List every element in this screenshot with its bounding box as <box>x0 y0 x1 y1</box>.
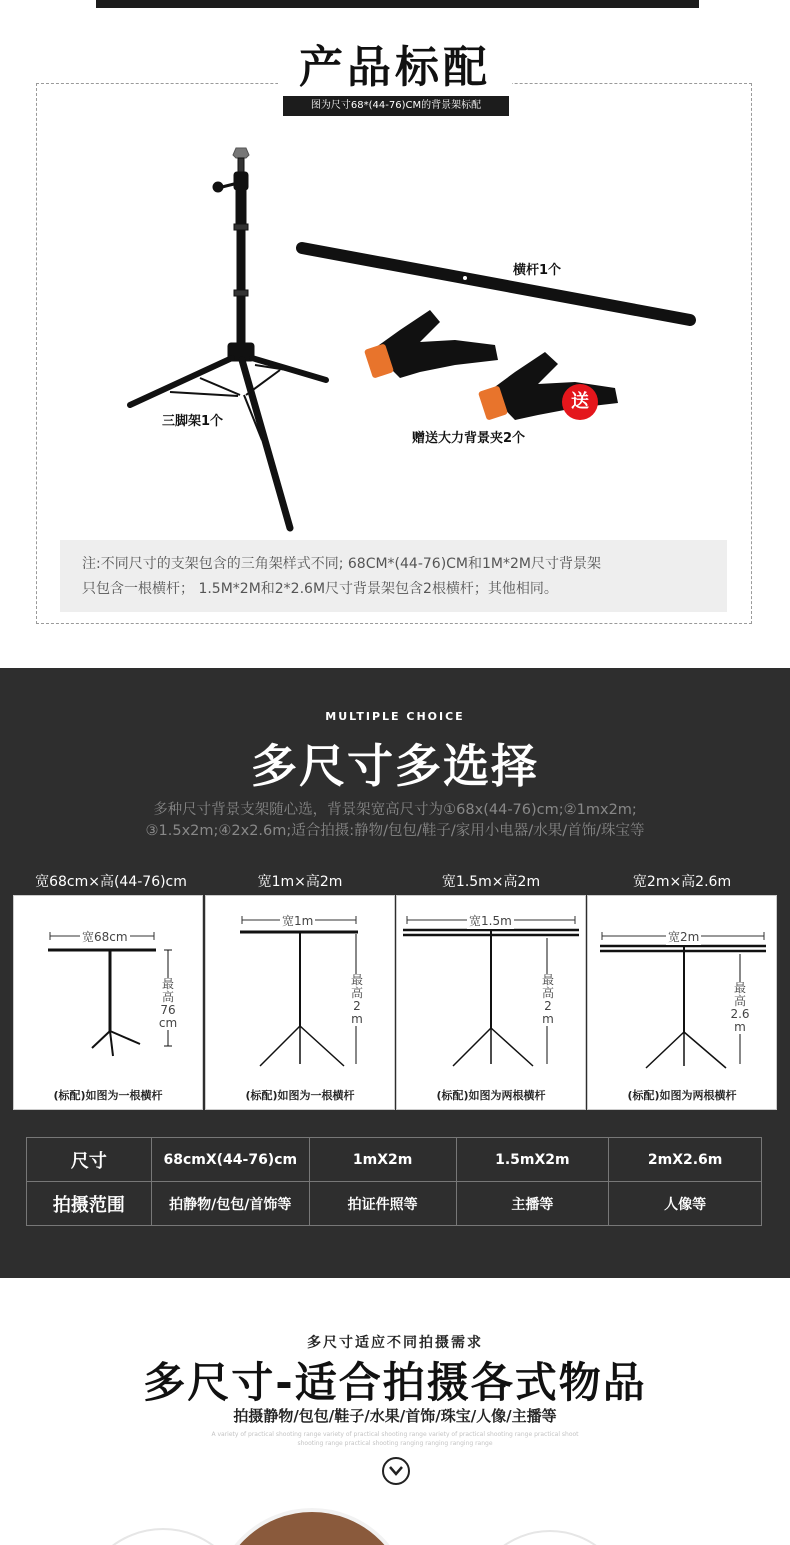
table-row <box>27 1138 762 1182</box>
height-label-2-c: 2 <box>353 999 361 1013</box>
table-cell: 拍证件照等 <box>309 1182 456 1226</box>
note-line-1: 注:不同尺寸的支架包含的三角架样式不同; 68CM*(44-76)CM和1M*2M尺寸背景架 <box>82 556 601 572</box>
table-cell: 人像等 <box>609 1182 762 1226</box>
product-illustration <box>0 0 790 540</box>
size-card-3 <box>396 895 586 1110</box>
height-label-3-b: 高 <box>541 986 554 1000</box>
multiple-choice-kicker: MULTIPLE CHOICE <box>325 710 465 723</box>
size-card-1 <box>13 895 203 1110</box>
height-label-1-c: 76 <box>160 1003 176 1017</box>
size-caption-2: 宽1m×高2m <box>257 874 343 890</box>
tripod-image <box>130 148 326 528</box>
size-options-title: 多尺寸多选择 <box>251 739 539 793</box>
size-caption-3: 宽1.5m×高2m <box>441 874 541 890</box>
height-label-3-d: m <box>542 1012 554 1026</box>
table-cell: 68cmX(44-76)cm <box>151 1138 309 1182</box>
height-label-3-c: 2 <box>544 999 552 1013</box>
table-cell: 拍静物/包包/首饰等 <box>151 1182 309 1226</box>
height-label-2 <box>346 974 368 1026</box>
table-cell: 2mX2.6m <box>609 1138 762 1182</box>
height-label-4-b: 高 <box>733 994 746 1008</box>
note-line-2: 只包含一根横杆； 1.5M*2M和2*2.6M尺寸背景架包含2根横杆；其他相同。 <box>82 581 558 597</box>
crossbar-image <box>302 248 690 320</box>
gift-badge: 送 <box>562 384 598 420</box>
width-label-4: 宽2m <box>668 930 700 944</box>
row-header-size: 尺寸 <box>27 1138 152 1182</box>
height-label-3 <box>537 974 559 1026</box>
desc-line-1: 多种尺寸背景支架随心选，背景架宽高尺寸为①68x(44-76)cm;②1mx2m; <box>153 802 637 818</box>
width-label-2: 宽1m <box>282 914 314 928</box>
size-card-4 <box>587 895 777 1110</box>
size-options-description <box>0 800 790 842</box>
card-caption-4: (标配)如图为两根横杆 <box>627 1089 737 1102</box>
size-caption-1: 宽68cm×高(44-76)cm <box>35 874 187 890</box>
photo-circle-right <box>470 1530 630 1545</box>
height-label-2-d: m <box>351 1012 363 1026</box>
photo-circle-left <box>78 1528 248 1545</box>
clip-image-1 <box>364 310 498 379</box>
card-caption-2: (标配)如图为一根横杆 <box>245 1089 355 1102</box>
crossbar-label: 横杆1个 <box>513 263 562 278</box>
table-row <box>27 1182 762 1226</box>
height-label-1-a: 最 <box>161 977 174 991</box>
height-label-1-b: 高 <box>161 990 174 1004</box>
size-options-section <box>0 668 790 1278</box>
table-cell: 主播等 <box>456 1182 609 1226</box>
height-label-3-a: 最 <box>541 973 554 987</box>
use-cases-section <box>0 1278 790 1545</box>
width-label-3: 宽1.5m <box>469 914 512 928</box>
desc-line-2: ③1.5x2m;④2x2.6m;适合拍摄:静物/包包/鞋子/家用小电器/水果/首饰/珠宝等 <box>145 823 645 839</box>
row-header-scope: 拍摄范围 <box>27 1182 152 1226</box>
photo-circle-center <box>212 1508 412 1545</box>
size-spec-table <box>26 1137 762 1226</box>
use-cases-title: 多尺寸-适合拍摄各式物品 <box>143 1358 647 1407</box>
height-label-4-c: 2.6 <box>730 1007 750 1021</box>
use-cases-subtitle: 拍摄静物/包包/鞋子/水果/首饰/珠宝/人像/主播等 <box>233 1407 557 1425</box>
use-cases-kicker: 多尺寸适应不同拍摄需求 <box>307 1335 483 1351</box>
standard-config-subtitle: 图为尺寸68*(44-76)CM的背景架标配 <box>283 96 509 116</box>
height-label-2-a: 最 <box>350 973 363 987</box>
tripod-label: 三脚架1个 <box>162 414 224 429</box>
height-label-2-b: 高 <box>350 986 363 1000</box>
standard-note <box>60 540 727 612</box>
width-label-1: 宽68cm <box>82 930 128 944</box>
height-label-1 <box>154 978 182 1030</box>
standard-config-section <box>0 0 790 668</box>
card-caption-1: (标配)如图为一根横杆 <box>53 1089 163 1102</box>
table-cell: 1.5mX2m <box>456 1138 609 1182</box>
size-card-2 <box>205 895 395 1110</box>
standard-config-title: 产品标配 <box>278 40 512 96</box>
height-label-4 <box>726 982 754 1034</box>
clips-label: 赠送大力背景夹2个 <box>412 431 526 446</box>
height-label-4-d: m <box>734 1020 746 1034</box>
table-cell: 1mX2m <box>309 1138 456 1182</box>
height-label-1-d: cm <box>158 1016 178 1030</box>
height-label-4-a: 最 <box>733 981 746 995</box>
english-tagline-1: A variety of practical shooting range variety of practical shooting range variety of practical shooting range practical shoot <box>211 1431 579 1438</box>
card-caption-3: (标配)如图为两根横杆 <box>436 1089 546 1102</box>
english-tagline-2: shooting range practical shooting ranging ranging ranging range <box>297 1440 493 1447</box>
size-caption-4: 宽2m×高2.6m <box>632 874 732 890</box>
clip-image-2 <box>478 352 618 421</box>
chevron-down-icon[interactable] <box>382 1457 410 1485</box>
